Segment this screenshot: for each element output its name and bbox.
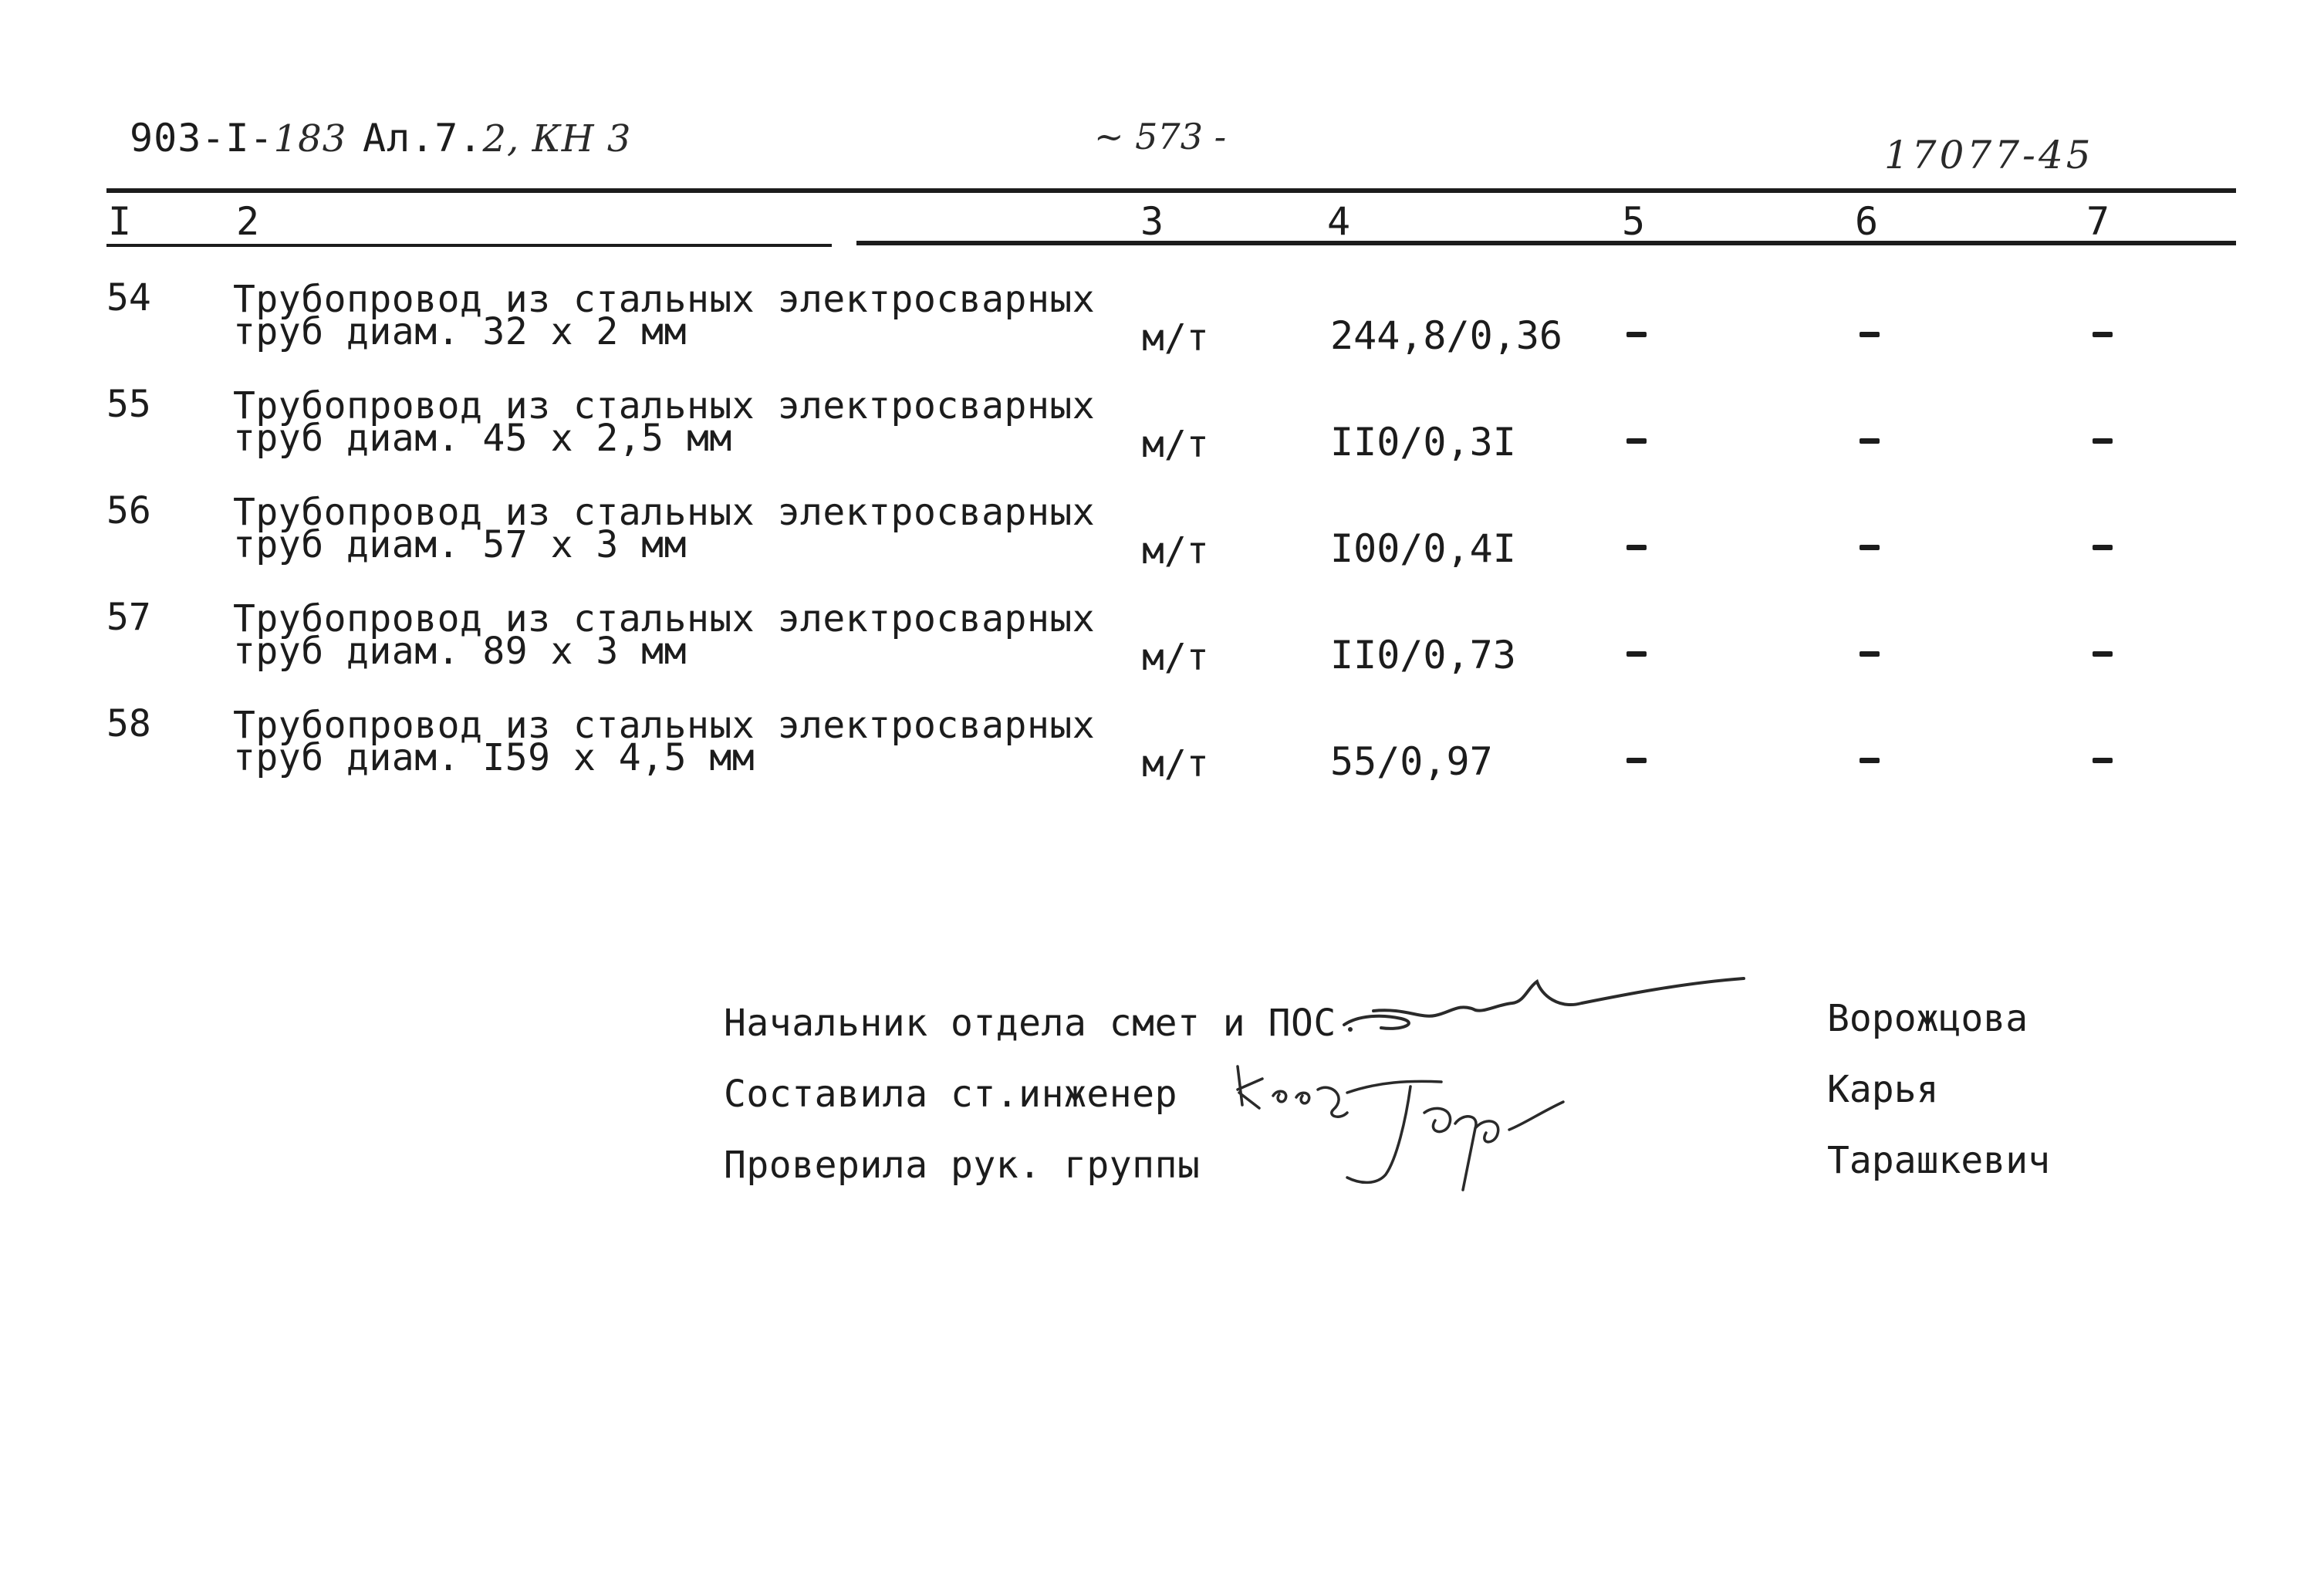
- row-quantity: 244,8/0,36: [1330, 313, 1563, 358]
- row-number: 56: [106, 489, 151, 532]
- signature-name-checker: Тарашкевич: [1827, 1139, 2050, 1182]
- row-quantity: II0/0,73: [1330, 633, 1516, 678]
- signature-name-compiler: Карья: [1827, 1068, 1939, 1111]
- row-description-line2: труб диам. 45 х 2,5 мм: [233, 417, 732, 460]
- row-number: 55: [106, 383, 151, 426]
- row-number: 57: [106, 596, 151, 639]
- row-col5-dash: [1626, 438, 1647, 444]
- handwritten-signature-compiler: [1231, 1059, 1633, 1198]
- row-description-line1: Трубопровод из стальных электросварных: [233, 491, 1096, 534]
- row-quantity: 55/0,97: [1330, 739, 1493, 784]
- column-number-3: 3: [1140, 199, 1164, 244]
- row-col7-dash: [2093, 438, 2113, 444]
- document-code-printed: 903-I-: [130, 116, 274, 161]
- signature-role-checked-by: Проверила рук. группы: [724, 1144, 1201, 1187]
- row-col7-dash: [2093, 545, 2113, 550]
- signature-name-head: Ворожцова: [1827, 997, 2028, 1040]
- row-col5-dash: [1626, 332, 1647, 337]
- row-description-line1: Трубопровод из стальных электросварных: [233, 384, 1096, 427]
- table-row: [0, 383, 2324, 491]
- table-header-rule-left: [106, 244, 832, 247]
- signature-role-head-of-department: Начальник отдела смет и ПОС: [724, 1002, 1336, 1045]
- row-number: 54: [106, 276, 151, 319]
- table-row: [0, 702, 2324, 810]
- row-description-line2: труб диам. I59 х 4,5 мм: [233, 736, 755, 779]
- album-code-printed: Ал.7.: [363, 116, 483, 161]
- row-description-line2: труб диам. 89 х 3 мм: [233, 630, 687, 673]
- row-col5-dash: [1626, 651, 1647, 657]
- row-quantity: II0/0,3I: [1330, 420, 1516, 465]
- document-code-handwritten: 183: [273, 117, 347, 161]
- signature-role-compiled-by: Составила ст.инженер: [724, 1073, 1177, 1116]
- table-header-rule-right: [856, 241, 2236, 245]
- row-quantity: I00/0,4I: [1330, 526, 1516, 571]
- row-unit: м/т: [1142, 636, 1209, 679]
- row-col5-dash: [1626, 545, 1647, 550]
- row-unit: м/т: [1142, 316, 1209, 360]
- row-description-line2: труб диам. 57 х 3 мм: [233, 523, 687, 566]
- row-col6-dash: [1860, 545, 1880, 550]
- row-unit: м/т: [1142, 423, 1209, 466]
- column-number-4: 4: [1327, 199, 1351, 244]
- column-number-1: I: [108, 199, 132, 244]
- column-number-7: 7: [2086, 199, 2110, 244]
- row-col6-dash: [1860, 332, 1880, 337]
- column-number-6: 6: [1855, 199, 1879, 244]
- album-code-handwritten: 2, КН 3: [482, 117, 632, 161]
- table-row: [0, 489, 2324, 597]
- archive-number: 17077-45: [1884, 133, 2094, 177]
- column-number-2: 2: [236, 199, 260, 244]
- row-col7-dash: [2093, 332, 2113, 337]
- row-description-line1: Трубопровод из стальных электросварных: [233, 704, 1096, 747]
- page-number: ~ 573 -: [1094, 116, 1227, 157]
- row-unit: м/т: [1142, 529, 1209, 573]
- row-description-line1: Трубопровод из стальных электросварных: [233, 278, 1096, 321]
- column-number-5: 5: [1622, 199, 1646, 244]
- row-description-line1: Трубопровод из стальных электросварных: [233, 597, 1096, 640]
- row-col6-dash: [1860, 438, 1880, 444]
- table-row: [0, 276, 2324, 384]
- handwritten-signature-head: [1327, 965, 1790, 1049]
- row-col5-dash: [1626, 758, 1647, 763]
- table-row: [0, 596, 2324, 704]
- row-description-line2: труб диам. 32 х 2 мм: [233, 310, 687, 353]
- album-code: [363, 116, 631, 161]
- row-col7-dash: [2093, 651, 2113, 657]
- table-top-rule: [106, 188, 2236, 193]
- document-code: [130, 116, 346, 161]
- row-col6-dash: [1860, 651, 1880, 657]
- row-unit: м/т: [1142, 742, 1209, 786]
- row-col7-dash: [2093, 758, 2113, 763]
- row-col6-dash: [1860, 758, 1880, 763]
- row-number: 58: [106, 702, 151, 745]
